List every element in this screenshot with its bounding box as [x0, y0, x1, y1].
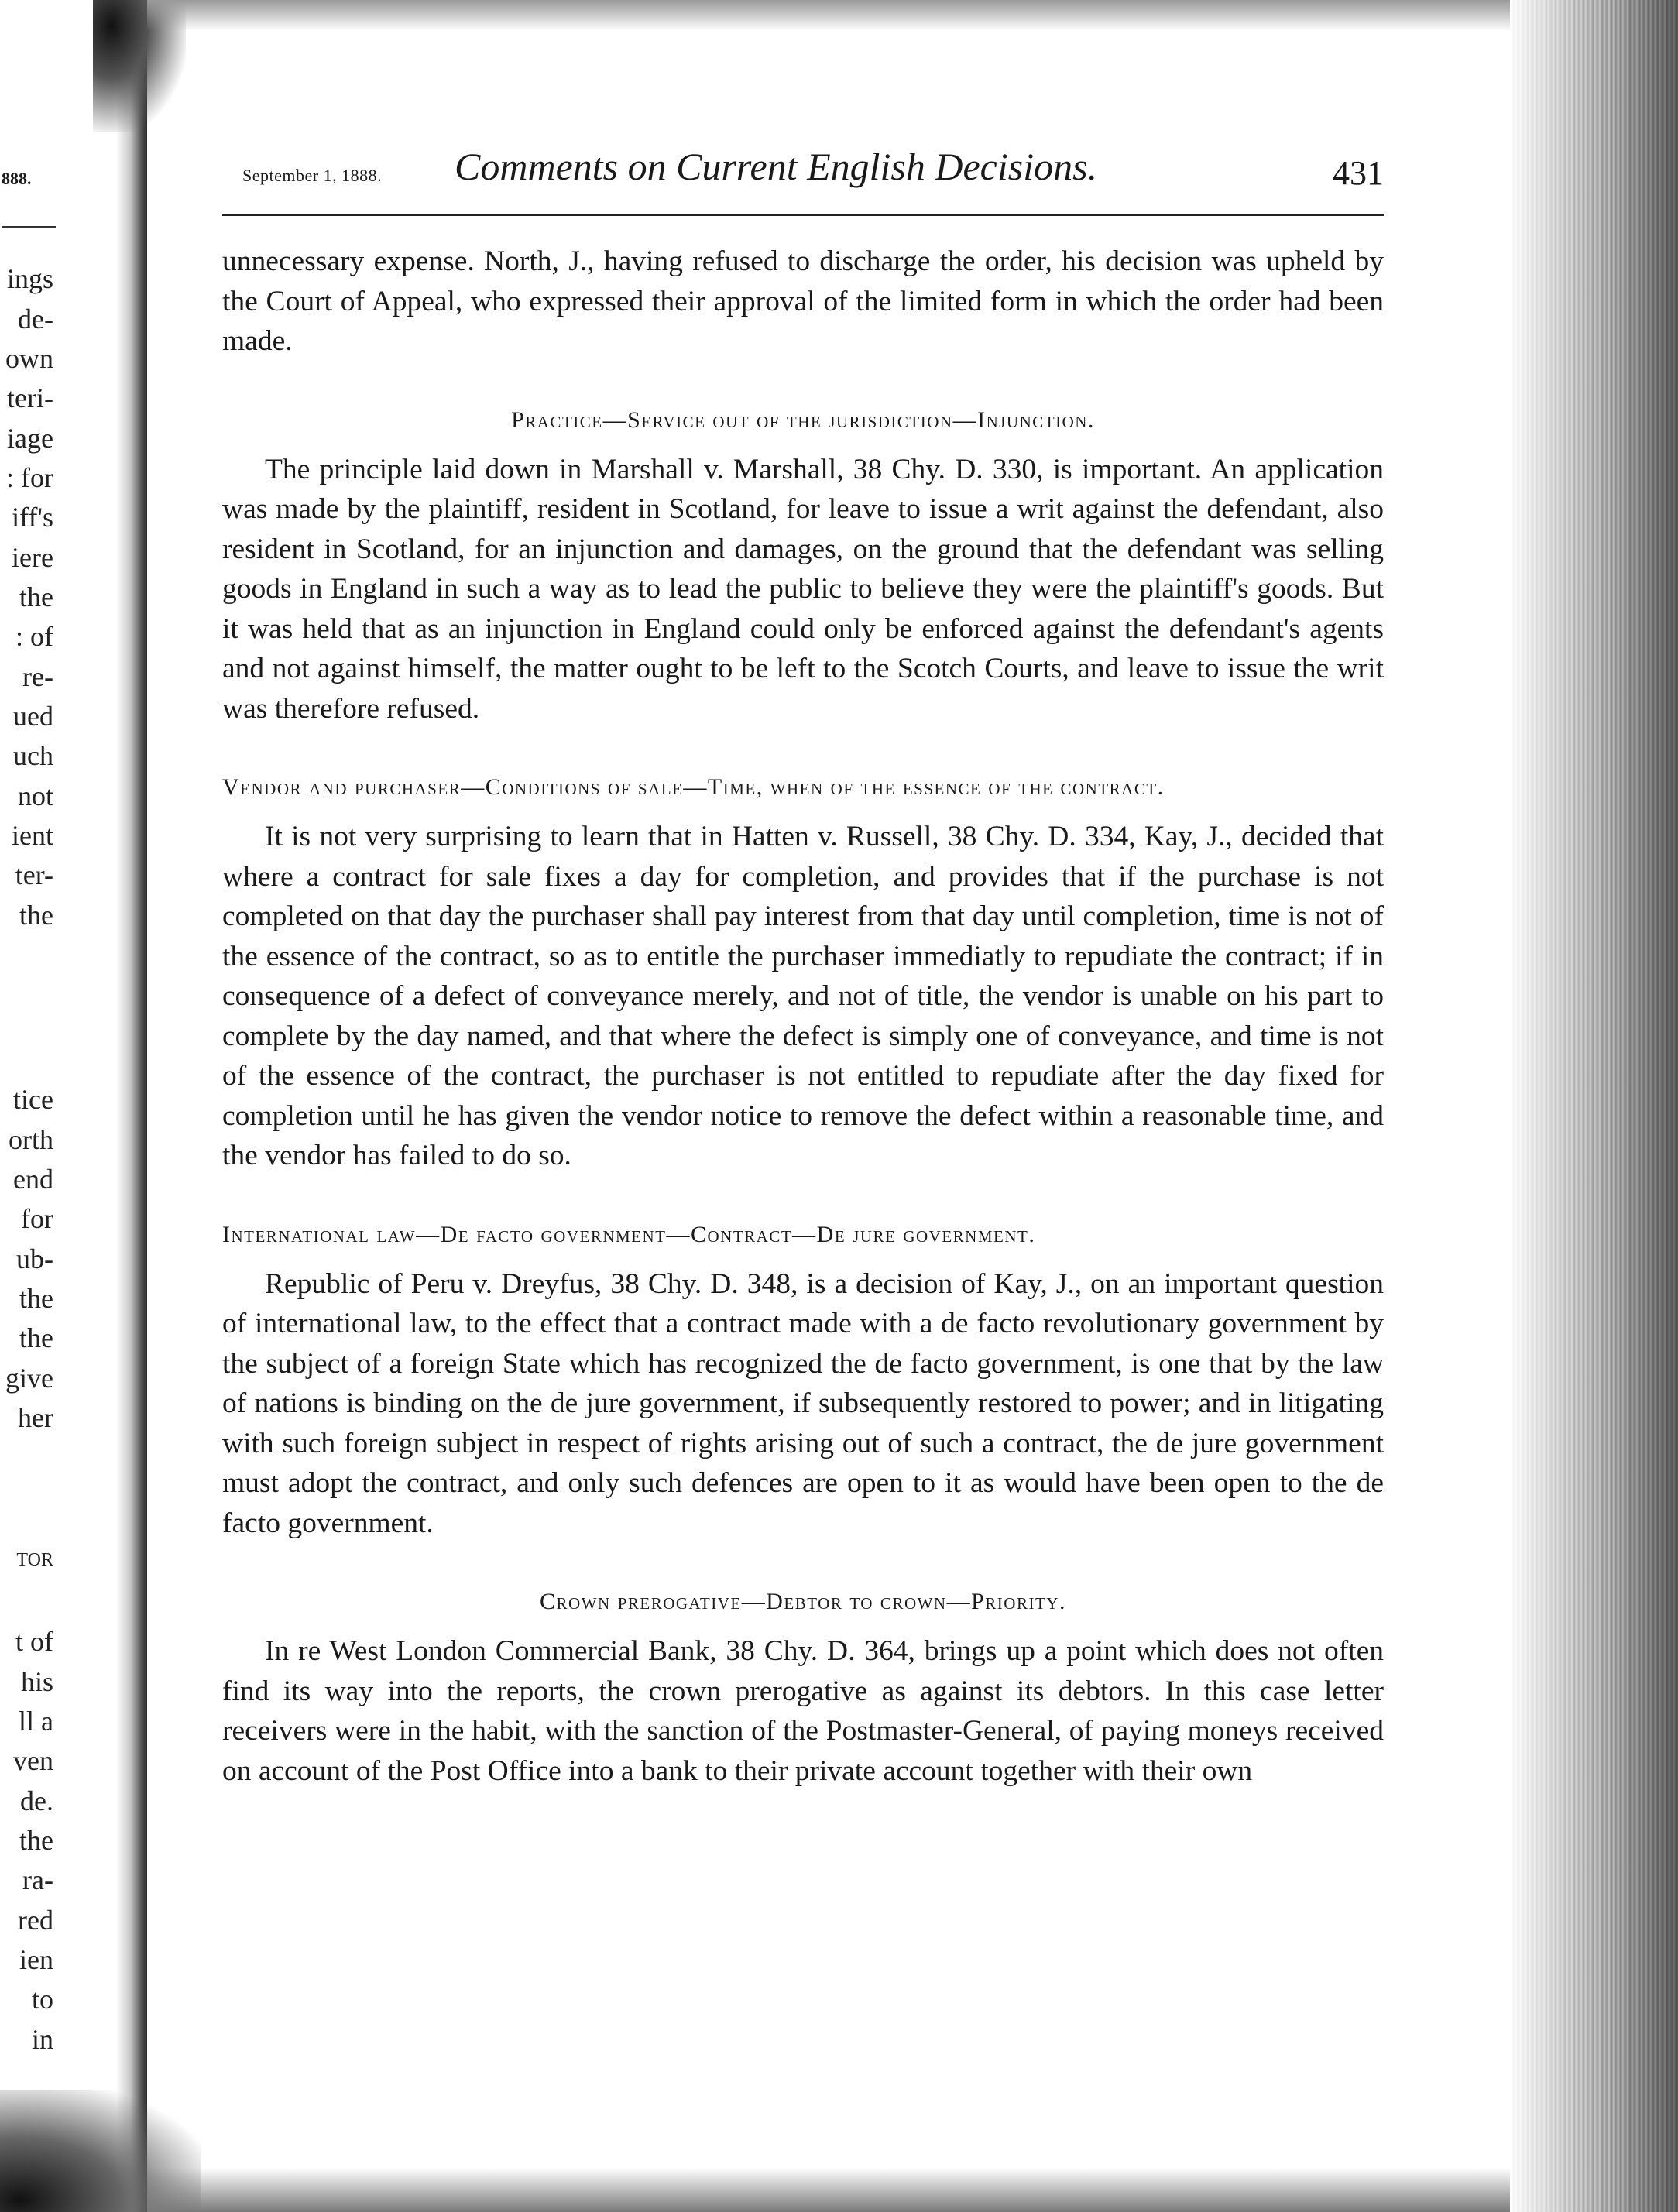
page-edges-shade: [1512, 0, 1678, 2212]
margin-fragment: for: [21, 1203, 53, 1234]
paragraph-marshall: The principle laid down in Marshall v. Marshall, 38 Chy. D. 330, is important. An application was made by the plaintiff, resident in Scotland, for leave to issue a writ against the defendant, also resident in Scotland, for an injunction and damages, on the ground that the defendant was selling goods in England in such a way as to lead the public to believe they were the plaintiff's goods. But it was held that as an injunction in England could only be enforced against the defendant's agents and not against himself, the matter ought to be left to the Scotch Courts, and leave to issue the writ was therefore refused.: [222, 453, 1384, 725]
section-heading-crown: Crown prerogative—Debtor to crown—Priority.: [540, 1589, 1066, 1614]
scan-shadow-bottom: [147, 2168, 1510, 2212]
paragraph-continued: unnecessary expense. North, J., having refused to discharge the order, his decision was upheld by the Court of Appeal, who expressed their approval of the limited form in which the order had been made.: [222, 245, 1384, 357]
margin-fragment: ven: [13, 1745, 53, 1776]
margin-fragment: end: [13, 1164, 53, 1195]
facing-page-rule: [2, 226, 56, 228]
facing-page-margin: [0, 0, 58, 2212]
article-body: [222, 242, 1384, 1791]
margin-fragment: in: [31, 2024, 53, 2055]
paragraph-west-london: In re West London Commercial Bank, 38 Chy. D. 364, brings up a point which does not often find its way into the reports, the crown prerogative as against its debtors. In this case letter receivers were in the habit, with the sanction of the Postmaster-General, of paying moneys received on account of the Post Office into a bank to their private account together with their own: [222, 1635, 1384, 1787]
margin-fragment: ued: [13, 701, 53, 732]
margin-fragment: not: [17, 780, 53, 811]
margin-fragment: the: [19, 1825, 53, 1856]
margin-fragment: the: [19, 581, 53, 612]
paragraph-hatten: It is not very surprising to learn that in Hatten v. Russell, 38 Chy. D. 334, Kay, J., decided that where a contract for sale fixes a day for completion, and provides that if the purchase is not completed on that day the purchaser shall pay interest from that day until completion, time is not of the essence of the contract, so as to entitle the purchaser immediatly to repudiate the contract; if in consequence of a defect of conveyance merely, and not of title, the vendor is unable on his part to complete by the day named, and that where the defect is simply one of conveyance, and time is not of the essence of the contract, the purchaser is not entitled to repudiate after the day fixed for completion until he has given the vendor notice to remove the defect within a reasonable time, and the vendor has failed to do so.: [222, 821, 1384, 1171]
margin-fragment: the: [19, 1283, 53, 1314]
margin-fragment: his: [20, 1666, 53, 1697]
section-heading-practice: Practice—Service out of the jurisdiction—Injunction.: [511, 406, 1095, 433]
margin-fragment: ub-: [16, 1243, 53, 1274]
margin-fragment: TOR: [16, 1550, 53, 1570]
section-heading-international: International law—De facto government—Contract—De jure government.: [222, 1221, 1036, 1247]
margin-fragment: : for: [6, 462, 53, 493]
margin-fragment: re-: [22, 661, 53, 692]
paragraph-peru: Republic of Peru v. Dreyfus, 38 Chy. D. 348, is a decision of Kay, J., on an important question of international law, to the effect that a contract made with a de facto revolutionary government by the subject of a foreign State which has recognized the de facto government, is one that by the law of nations is binding on the de jure government, if subsequently restored to power; and in litigating with such foreign subject in respect of rights arising out of such a contract, the de jure government must adopt the contract, and only such defences are open to it as would have been open to the de facto government.: [222, 1267, 1384, 1539]
margin-fragment: ter-: [15, 859, 53, 890]
page-number: 431: [1333, 154, 1384, 192]
margin-fragment: ra-: [22, 1864, 53, 1895]
margin-fragment: t of: [15, 1626, 53, 1657]
margin-fragment: teri-: [7, 382, 53, 413]
margin-fragment: de.: [20, 1785, 53, 1816]
margin-fragment: uch: [13, 740, 53, 771]
scan-shadow-top: [147, 0, 1510, 31]
margin-fragment: ien: [19, 1944, 53, 1975]
section-heading-vendor: Vendor and purchaser—Conditions of sale—Time, when of the essence of the contract.: [222, 774, 1165, 800]
running-head: [222, 139, 1384, 201]
margin-fragment: orth: [9, 1124, 53, 1155]
facing-page-head: 888.: [2, 169, 32, 188]
margin-fragment: the: [19, 900, 53, 931]
running-head-title: Comments on Current English Decisions.: [455, 145, 1098, 188]
header-rule: [222, 214, 1384, 218]
margin-fragment: iff's: [12, 502, 53, 533]
margin-fragment: iage: [7, 423, 53, 454]
margin-fragment: to: [31, 1984, 53, 2015]
margin-fragment: ient: [12, 820, 53, 851]
margin-fragment: de-: [18, 304, 53, 334]
margin-fragment: : of: [15, 621, 53, 652]
running-head-date: September 1, 1888.: [242, 166, 383, 185]
margin-fragment: own: [5, 343, 53, 374]
margin-fragment: ll a: [19, 1706, 53, 1737]
margin-fragment: red: [18, 1905, 53, 1936]
margin-fragment: her: [18, 1402, 53, 1433]
margin-fragment: tice: [13, 1084, 53, 1115]
margin-fragment: give: [5, 1363, 53, 1394]
margin-fragment: the: [19, 1322, 53, 1353]
margin-fragment: iere: [12, 542, 53, 573]
book-page: [222, 139, 1384, 1791]
margin-fragment: ings: [6, 263, 53, 294]
